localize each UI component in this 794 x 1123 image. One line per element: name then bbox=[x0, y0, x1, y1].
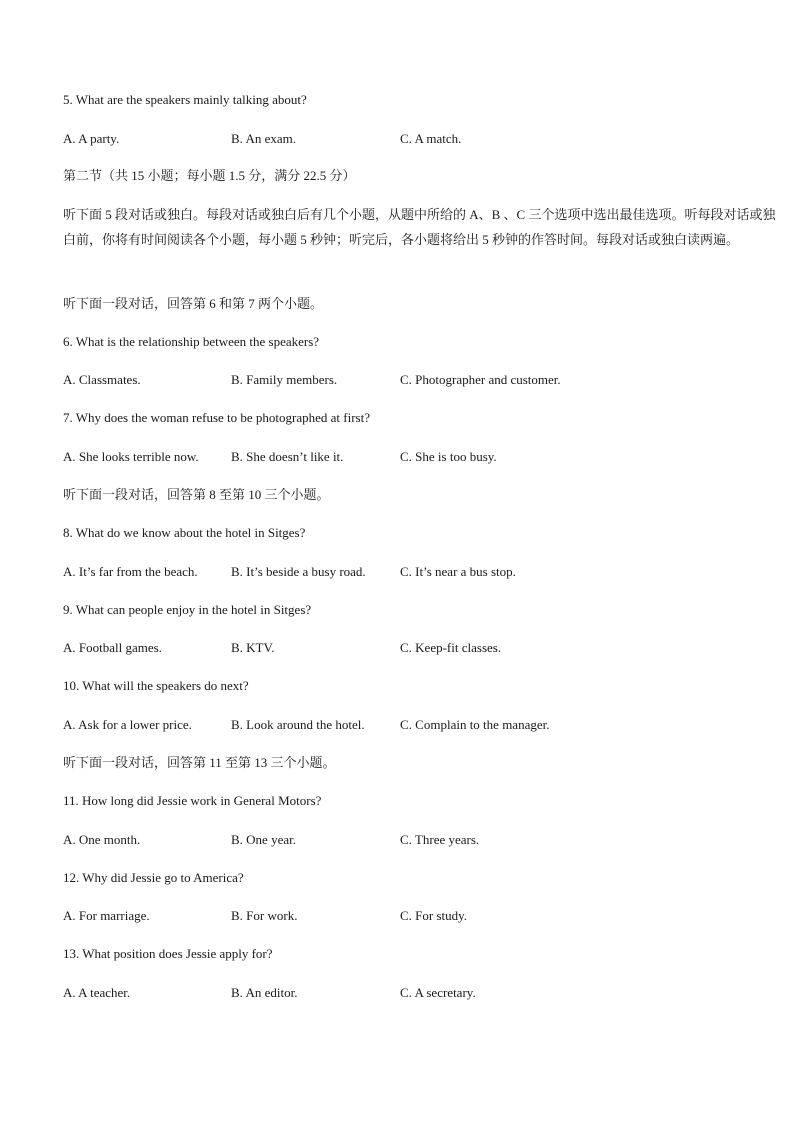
question-9-option-a: A. Football games. bbox=[63, 640, 162, 655]
question-6-option-a: A. Classmates. bbox=[63, 372, 141, 387]
question-11-stem: 11. How long did Jessie work in General Motors? bbox=[63, 793, 322, 808]
question-11-option-c: C. Three years. bbox=[400, 832, 480, 847]
section-2-instructions: 听下面 5 段对话或独白。每段对话或独白后有几个小题，从题中所给的 A、B 、C 三个选项中选出最佳选项。听每段对话或独白前，你将有时间阅读各个小题，每小题 5 秒钟；听完后，各小题将给出 5 秒钟的作答时间。每段对话或独白读两遍。 bbox=[63, 207, 776, 247]
question-5-option-c: C. A match. bbox=[400, 131, 462, 146]
question-6-option-c: C. Photographer and customer. bbox=[400, 372, 561, 387]
group-1-instruction: 听下面一段对话，回答第 6 和第 7 两个小题。 bbox=[63, 296, 324, 311]
question-8-option-c: C. It’s near a bus stop. bbox=[400, 564, 516, 579]
question-13-stem: 13. What position does Jessie apply for? bbox=[63, 946, 273, 961]
question-7-stem: 7. Why does the woman refuse to be photographed at first? bbox=[63, 410, 370, 425]
section-2-header: 第二节（共 15 小题；每小题 1.5 分，满分 22.5 分） bbox=[63, 168, 356, 183]
question-7-option-b: B. She doesn’t like it. bbox=[231, 449, 344, 464]
question-7-option-c: C. She is too busy. bbox=[400, 449, 497, 464]
question-13-option-a: A. A teacher. bbox=[63, 985, 131, 1000]
question-7-option-a: A. She looks terrible now. bbox=[63, 449, 199, 464]
question-10-option-b: B. Look around the hotel. bbox=[231, 717, 365, 732]
question-6-stem: 6. What is the relationship between the speakers? bbox=[63, 334, 320, 349]
question-8-option-b: B. It’s beside a busy road. bbox=[231, 564, 366, 579]
question-8-stem: 8. What do we know about the hotel in Sitges? bbox=[63, 525, 306, 540]
question-13-option-c: C. A secretary. bbox=[400, 985, 476, 1000]
question-12-option-a: A. For marriage. bbox=[63, 908, 150, 923]
question-9-option-b: B. KTV. bbox=[231, 640, 275, 655]
question-11-option-a: A. One month. bbox=[63, 832, 141, 847]
group-2-instruction: 听下面一段对话，回答第 8 至第 10 三个小题。 bbox=[63, 487, 330, 502]
question-6-option-b: B. Family members. bbox=[231, 372, 338, 387]
question-10-stem: 10. What will the speakers do next? bbox=[63, 678, 249, 693]
question-5-stem: 5. What are the speakers mainly talking about? bbox=[63, 92, 307, 107]
question-9-stem: 9. What can people enjoy in the hotel in Sitges? bbox=[63, 602, 312, 617]
question-13-option-b: B. An editor. bbox=[231, 985, 298, 1000]
question-10-option-c: C. Complain to the manager. bbox=[400, 717, 550, 732]
question-5-option-a: A. A party. bbox=[63, 131, 120, 146]
group-3-instruction: 听下面一段对话，回答第 11 至第 13 三个小题。 bbox=[63, 755, 336, 770]
question-12-option-b: B. For work. bbox=[231, 908, 298, 923]
question-12-stem: 12. Why did Jessie go to America? bbox=[63, 870, 244, 885]
question-5-option-b: B. An exam. bbox=[231, 131, 296, 146]
question-8-option-a: A. It’s far from the beach. bbox=[63, 564, 198, 579]
question-11-option-b: B. One year. bbox=[231, 832, 296, 847]
question-10-option-a: A. Ask for a lower price. bbox=[63, 717, 192, 732]
question-9-option-c: C. Keep-fit classes. bbox=[400, 640, 502, 655]
question-12-option-c: C. For study. bbox=[400, 908, 468, 923]
